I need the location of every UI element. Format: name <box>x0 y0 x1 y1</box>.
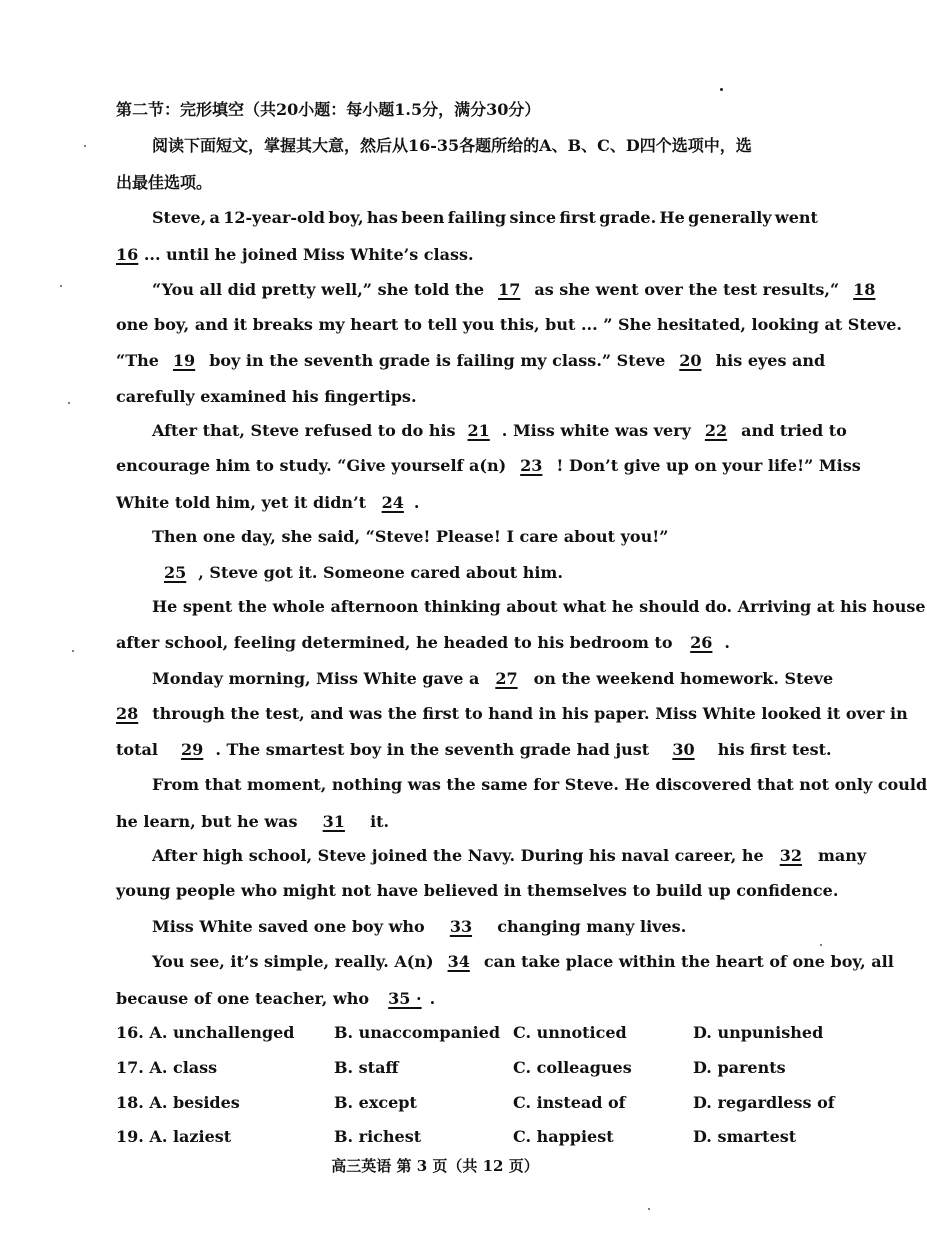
blank-33: 33 <box>449 917 473 936</box>
option-c: C. unnoticed <box>513 1023 627 1042</box>
word: went <box>774 208 818 227</box>
text: many <box>817 846 867 865</box>
passage-line-p1b <box>116 245 474 265</box>
text: . The smartest boy in the seventh grade had just <box>215 740 650 759</box>
text: White told him, yet it didn’t <box>116 493 367 512</box>
blank-31: 31 <box>322 812 345 831</box>
text: . <box>724 633 730 652</box>
blank-28: 28 <box>116 704 139 723</box>
text: ... until he joined Miss White’s class. <box>143 245 474 264</box>
option-c: C. happiest <box>513 1127 614 1146</box>
blank-18: 18 <box>853 280 876 299</box>
option-a: 16. A. unchallenged <box>116 1023 295 1042</box>
word: been <box>401 208 445 227</box>
word: a <box>209 208 220 227</box>
text: “The <box>116 351 159 370</box>
passage-line-p3a <box>152 421 847 441</box>
text: total <box>116 740 158 759</box>
section-title: 第二节：完形填空（共20小题：每小题1.5分，满分30分） <box>116 100 541 119</box>
passage-line-p1a <box>152 208 818 228</box>
blank-16: 16 <box>116 245 139 264</box>
blank-26: 26 <box>690 633 713 652</box>
option-b: B. richest <box>334 1127 422 1146</box>
option-a: 19. A. laziest <box>116 1127 232 1146</box>
passage-line-p2b: one boy, and it breaks my heart to tell you this, but ... ” She hesitated, looking at Steve. <box>116 315 902 334</box>
passage-line-p8a: From that moment, nothing was the same for Steve. He discovered that not only could <box>152 775 927 794</box>
passage-line-p9a <box>152 846 867 866</box>
option-a: 17. A. class <box>116 1058 218 1077</box>
option-d: D. parents <box>693 1058 786 1077</box>
scan-speck <box>84 145 86 147</box>
blank-19: 19 <box>172 351 196 370</box>
passage-line-p3b <box>116 456 861 476</box>
blank-24: 24 <box>381 493 404 512</box>
passage-line-p7c <box>116 740 832 760</box>
text: on the weekend homework. Steve <box>533 669 834 688</box>
blank-32: 32 <box>779 846 802 865</box>
word: 12-year-old <box>223 208 325 227</box>
text: as she went over the test results,“ <box>534 280 840 299</box>
passage-line-p7a <box>152 669 834 689</box>
option-b: B. staff <box>334 1058 399 1077</box>
scan-speck <box>60 285 62 287</box>
text: his eyes and <box>715 351 826 370</box>
passage-line-p7b <box>116 704 908 724</box>
blank-21: 21 <box>467 421 490 440</box>
passage-line-p10 <box>152 917 686 937</box>
option-b: B. except <box>334 1093 417 1112</box>
passage-line-p9b: young people who might not have believed in themselves to build up confidence. <box>116 881 839 900</box>
text: . <box>413 493 420 512</box>
page-footer: 高三英语 第 3 页（共 12 页） <box>331 1157 539 1175</box>
word: first <box>559 208 596 227</box>
passage-line-p2d: carefully examined his fingertips. <box>116 387 417 406</box>
passage-line-p3c <box>116 493 419 513</box>
scan-speck <box>720 88 723 91</box>
passage-line-p2a <box>152 280 876 300</box>
word: generally <box>688 208 772 227</box>
blank-29: 29 <box>181 740 204 759</box>
text: through the test, and was the first to hand in his paper. Miss White looked it over in <box>152 704 908 723</box>
passage-line-p11a <box>152 952 894 972</box>
text: and tried to <box>741 421 847 440</box>
scan-speck <box>68 402 70 404</box>
passage-line-p8b <box>116 812 389 832</box>
text: “You all did pretty well,” she told the <box>152 280 485 299</box>
text: . <box>429 989 436 1008</box>
blank-25: 25 <box>164 563 187 582</box>
blank-27: 27 <box>495 669 518 688</box>
word: grade. <box>599 208 657 227</box>
option-d: D. unpunished <box>693 1023 824 1042</box>
passage-line-p6b <box>116 633 730 653</box>
blank-35: 35 · <box>388 989 422 1008</box>
instruction-line-1: 阅读下面短文，掌握其大意，然后从16-35各题所给的A、B、C、D四个选项中，选 <box>152 136 752 155</box>
blank-30: 30 <box>672 740 695 759</box>
instruction-line-2: 出最佳选项。 <box>116 173 213 192</box>
option-d: D. smartest <box>693 1127 797 1146</box>
passage-line-p4: Then one day, she said, “Steve! Please! I care about you!” <box>152 527 669 546</box>
option-b: B. unaccompanied <box>334 1023 501 1042</box>
word: Steve, <box>152 208 207 227</box>
text: after school, feeling determined, he headed to his bedroom to <box>116 633 673 652</box>
text: , Steve got it. Someone cared about him. <box>198 563 563 582</box>
text: he learn, but he was <box>116 812 298 831</box>
text: changing many lives. <box>497 917 687 936</box>
scan-speck <box>72 650 74 652</box>
passage-line-p6a: He spent the whole afternoon thinking about what he should do. Arriving at his house <box>152 597 926 616</box>
text: . Miss white was very <box>501 421 691 440</box>
word: boy, <box>328 208 364 227</box>
blank-22: 22 <box>704 421 728 440</box>
blank-34: 34 <box>447 952 470 971</box>
scan-speck <box>648 1208 650 1210</box>
text: ! Don’t give up on your life!” Miss <box>556 456 861 475</box>
text: because of one teacher, who <box>116 989 370 1008</box>
word: since <box>509 208 557 227</box>
text: You see, it’s simple, really. A(n) <box>152 952 434 971</box>
passage-line-p5 <box>152 563 563 583</box>
text: Monday morning, Miss White gave a <box>152 669 480 688</box>
word: failing <box>447 208 507 227</box>
option-a: 18. A. besides <box>116 1093 240 1112</box>
blank-20: 20 <box>679 351 702 370</box>
text: it. <box>370 812 390 831</box>
scan-speck <box>820 944 822 946</box>
blank-17: 17 <box>498 280 521 299</box>
text: After high school, Steve joined the Navy. During his naval career, he <box>152 846 764 865</box>
word: has <box>366 208 398 227</box>
option-c: C. colleagues <box>513 1058 632 1077</box>
text: Miss White saved one boy who <box>152 917 425 936</box>
word: He <box>659 208 685 227</box>
passage-line-p2c <box>116 351 826 371</box>
text: After that, Steve refused to do his <box>152 421 456 440</box>
text: boy in the seventh grade is failing my class.” Steve <box>209 351 666 370</box>
option-c: C. instead of <box>513 1093 626 1112</box>
text: encourage him to study. “Give yourself a(n) <box>116 456 507 475</box>
passage-line-p11b <box>116 989 435 1009</box>
text: can take place within the heart of one boy, all <box>483 952 894 971</box>
option-d: D. regardless of <box>693 1093 835 1112</box>
blank-23: 23 <box>520 456 543 475</box>
text: his first test. <box>717 740 832 759</box>
